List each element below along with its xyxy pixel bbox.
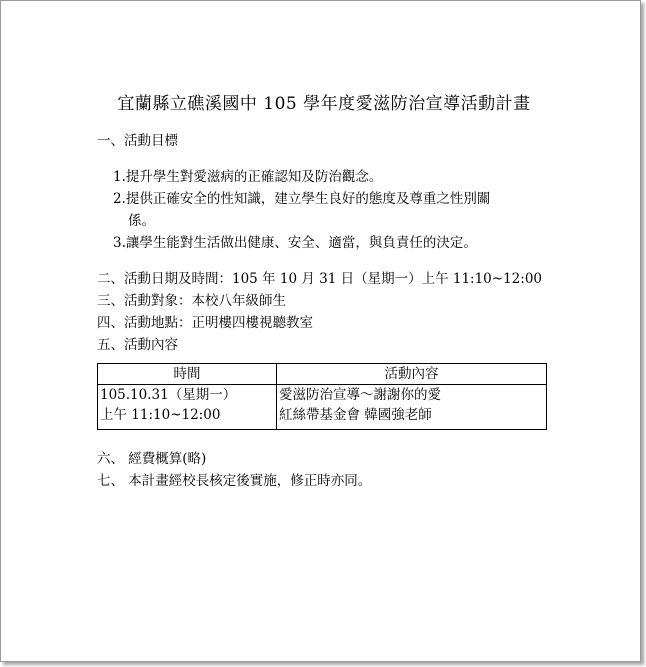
table-header-content: 活動內容 bbox=[277, 364, 547, 385]
section-2-date-time: 二、活動日期及時間：105 年 10 月 31 日（星期一）上午 11:10~12:00 bbox=[97, 271, 542, 287]
table-row bbox=[98, 385, 547, 430]
activity-table bbox=[97, 363, 547, 430]
section-1-heading: 一、活動目標 bbox=[97, 133, 178, 149]
document-title: 宜蘭縣立礁溪國中 105 學年度愛滋防治宣導活動計畫 bbox=[117, 94, 531, 114]
activity-speaker: 紅絲帶基金會 韓國強老師 bbox=[279, 407, 432, 423]
table-cell-time bbox=[98, 385, 277, 430]
goal-item-1: 1.提升學生對愛滋病的正確認知及防治觀念。 bbox=[113, 169, 383, 185]
goal-item-3: 3.讓學生能對生活做出健康、安全、適當，與負責任的決定。 bbox=[113, 235, 477, 251]
table-header-row bbox=[98, 364, 547, 385]
section-7-approval: 七、 本計畫經校長核定後實施，修正時亦同。 bbox=[97, 473, 372, 489]
activity-topic: 愛滋防治宣導～謝謝你的愛 bbox=[279, 387, 441, 403]
goal-item-2: 2.提供正確安全的性知識，建立學生良好的態度及尊重之性別關 bbox=[113, 191, 491, 207]
table-cell-content bbox=[277, 385, 547, 430]
section-5-content-heading: 五、活動內容 bbox=[97, 337, 178, 353]
section-3-audience: 三、活動對象：本校八年級師生 bbox=[97, 293, 286, 309]
time-date: 105.10.31（星期一） bbox=[100, 387, 237, 403]
section-4-location: 四、活動地點：正明樓四樓視聽教室 bbox=[97, 315, 313, 331]
time-hours: 上午 11:10~12:00 bbox=[100, 407, 221, 423]
table-header-time: 時間 bbox=[98, 364, 277, 385]
section-6-budget: 六、 經費概算(略) bbox=[97, 451, 207, 467]
goal-item-2-continued: 係。 bbox=[128, 213, 155, 229]
